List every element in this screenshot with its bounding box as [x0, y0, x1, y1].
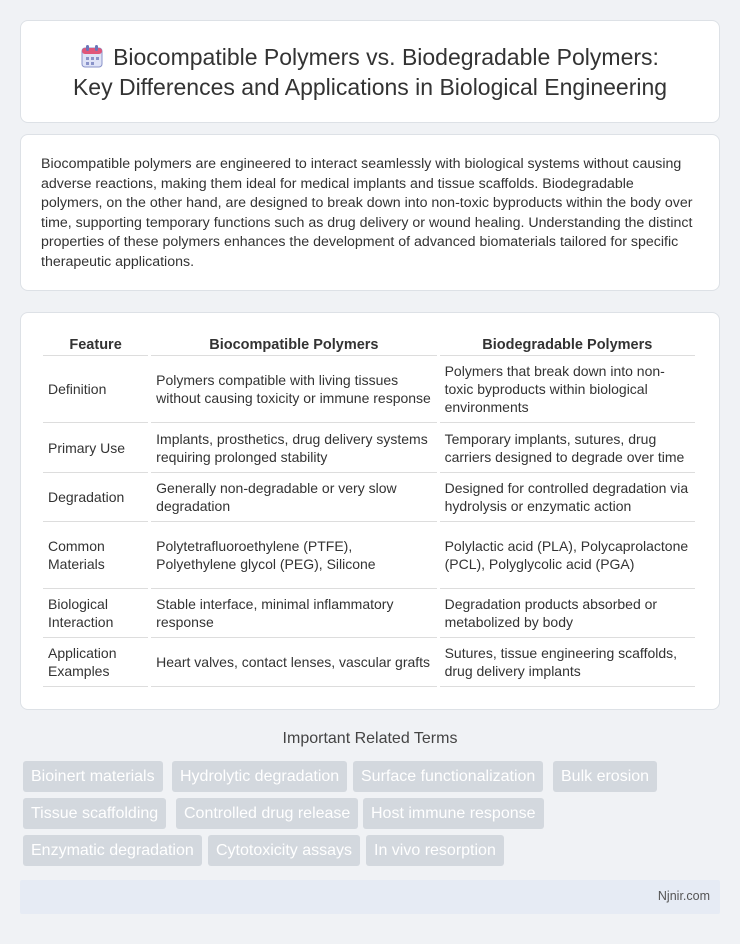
- biodegradable-cell: Polymers that break down into non-toxic byproducts within biological environments: [440, 356, 695, 423]
- table-row: [43, 473, 695, 522]
- term-tag[interactable]: Bulk erosion: [553, 761, 657, 792]
- comparison-table: [40, 333, 698, 687]
- biodegradable-cell: Polylactic acid (PLA), Polycaprolactone (PCL), Polyglycolic acid (PGA): [440, 522, 695, 589]
- feature-cell: Definition: [43, 356, 148, 423]
- page-title: [43, 42, 697, 102]
- table-header-row: [43, 333, 695, 356]
- biocompatible-cell: Polytetrafluoroethylene (PTFE), Polyethylene glycol (PEG), Silicone: [151, 522, 436, 589]
- biocompatible-cell: Implants, prosthetics, drug delivery systems requiring prolonged stability: [151, 423, 436, 473]
- footer: [20, 880, 720, 914]
- related-terms-heading: Important Related Terms: [282, 730, 458, 747]
- term-tag[interactable]: Hydrolytic degradation: [172, 761, 347, 792]
- term-tag[interactable]: Cytotoxicity assays: [208, 835, 360, 866]
- table-row: [43, 522, 695, 589]
- title-line-1: Biocompatible Polymers vs. Biodegradable Polymers:: [113, 43, 659, 70]
- biocompatible-cell: Heart valves, contact lenses, vascular grafts: [151, 638, 436, 687]
- biodegradable-cell: Sutures, tissue engineering scaffolds, drug delivery implants: [440, 638, 695, 687]
- biocompatible-cell: Polymers compatible with living tissues without causing toxicity or immune response: [151, 356, 436, 423]
- feature-cell: Primary Use: [43, 423, 148, 473]
- header-feature: Feature: [43, 333, 148, 356]
- feature-cell: Common Materials: [43, 522, 148, 589]
- feature-cell: Degradation: [43, 473, 148, 522]
- intro-card: [20, 134, 720, 291]
- biocompatible-cell: Generally non-degradable or very slow degradation: [151, 473, 436, 522]
- table-row: [43, 423, 695, 473]
- title-card: [20, 20, 720, 123]
- term-tag[interactable]: Surface functionalization: [353, 761, 543, 792]
- table-row: [43, 356, 695, 423]
- feature-cell: Application Examples: [43, 638, 148, 687]
- term-tag[interactable]: Enzymatic degradation: [23, 835, 202, 866]
- header-biodegradable: Biodegradable Polymers: [440, 333, 695, 356]
- comparison-table-card: [20, 312, 720, 710]
- table-row: [43, 638, 695, 687]
- calendar-icon: [81, 44, 103, 68]
- term-tag[interactable]: Host immune response: [363, 798, 544, 829]
- term-tag[interactable]: Controlled drug release: [176, 798, 358, 829]
- biodegradable-cell: Designed for controlled degradation via hydrolysis or enzymatic action: [440, 473, 695, 522]
- feature-cell: Biological Interaction: [43, 589, 148, 638]
- biodegradable-cell: Temporary implants, sutures, drug carriers designed to degrade over time: [440, 423, 695, 473]
- intro-paragraph: Biocompatible polymers are engineered to interact seamlessly with biological systems without causing adverse reactions, making them ideal for medical implants and tissue scaffolds. Biodegradable polymers, on the other hand, are designed to break down into non-toxic byproducts within the body over time, supporting temporary functions such as drug delivery or wound healing. Understanding the distinct properties of these polymers enhances the development of advanced biomaterials tailored for specific therapeutic applications.: [41, 156, 693, 270]
- term-tag[interactable]: In vivo resorption: [366, 835, 504, 866]
- table-row: [43, 589, 695, 638]
- term-tag[interactable]: Tissue scaffolding: [23, 798, 166, 829]
- footer-site[interactable]: Njnir.com: [657, 889, 710, 903]
- biodegradable-cell: Degradation products absorbed or metabolized by body: [440, 589, 695, 638]
- term-tag[interactable]: Bioinert materials: [23, 761, 163, 792]
- biocompatible-cell: Stable interface, minimal inflammatory response: [151, 589, 436, 638]
- title-line-2: Key Differences and Applications in Biological Engineering: [72, 73, 668, 100]
- header-biocompatible: Biocompatible Polymers: [151, 333, 436, 356]
